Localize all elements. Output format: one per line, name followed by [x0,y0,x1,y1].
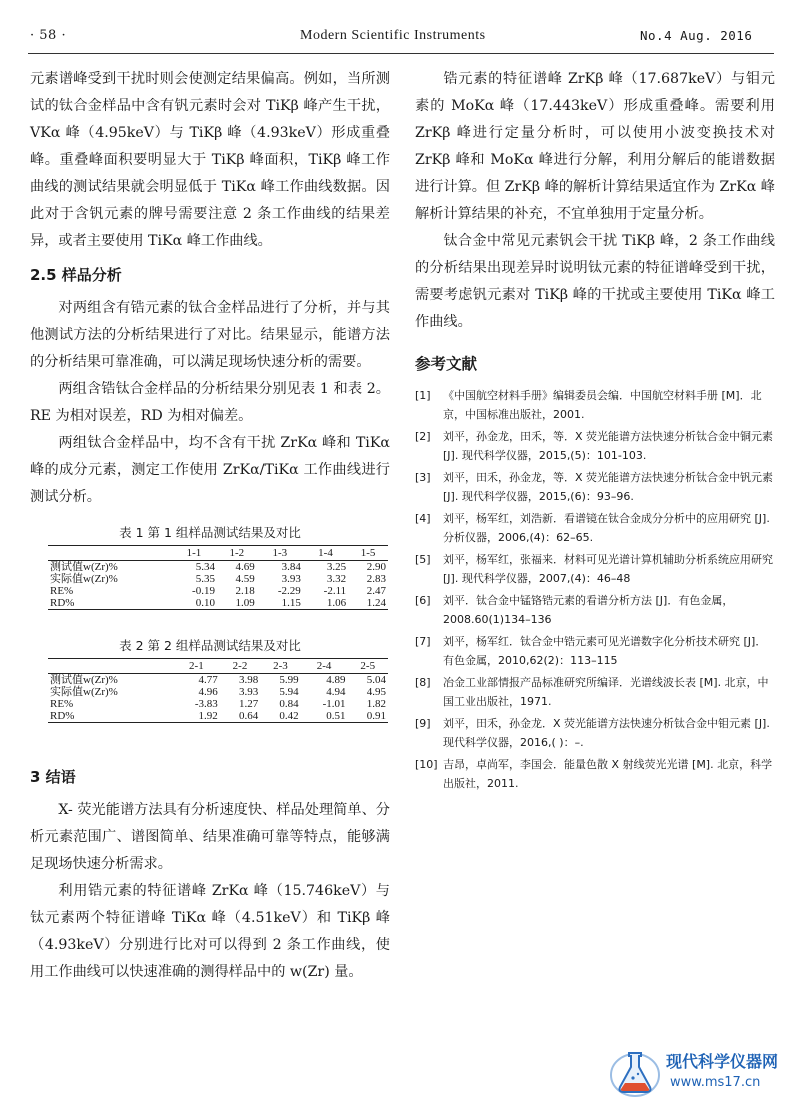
table-cell: -2.29 [277,585,301,597]
table-cell: 5.34 [195,561,215,573]
watermark-title: 现代科学仪器网 [666,1052,779,1071]
header-rule [28,53,774,54]
table-row [48,585,388,597]
section-heading: 3 结语 [30,768,76,786]
reference-item [415,550,775,588]
reference-text: 刘平．钛合金中锰铬锆元素的看谱分析方法 [J]．有色金属，2008.60(1)134–136 [443,594,734,626]
table-cell: 1.82 [366,698,386,710]
table-cell: 4.77 [198,674,218,686]
table-cell: 5.94 [279,686,299,698]
table-cell: 0.91 [366,710,386,722]
row-label: RE% [50,585,74,597]
table-cell: 3.93 [281,573,301,585]
reference-number: [9] [415,717,431,730]
table-header-cell: 1-5 [348,546,388,561]
table-cell: 5.99 [279,674,299,686]
reference-number: [6] [415,594,431,607]
paragraph: 对两组含有锆元素的钛合金样品进行了分析，并与其他测试方法的分析结果进行了对比。结果显示，能谱方法的分析结果可靠准确，可以满足现场快速分析的需要。 [30,300,390,370]
journal-name: Modern Scientific Instruments [300,28,486,43]
table-cell: -0.19 [192,585,215,597]
table-header-cell: 1-2 [217,546,257,561]
reference-text: 《中国航空材料手册》编辑委员会编．中国航空材料手册 [M]．北京，中国标准出版社，2001. [443,389,762,421]
table-caption: 表 1 第 1 组样品测试结果及对比 [119,525,301,540]
reference-text: 刘平，田禾，孙金龙．X 荧光能谱方法快速分析钛合金中钼元素 [J]. 现代科学仪器，2016,( )：–. [443,717,770,749]
row-label: 实际值w(Zr)% [50,573,118,585]
table-cell: 2.47 [366,585,386,597]
row-label: RD% [50,597,75,609]
table-cell: 0.84 [279,698,299,710]
watermark-url: www.ms17.cn [670,1075,761,1090]
reference-item [415,468,775,506]
table-cell: 3.93 [238,686,259,698]
reference-item [415,714,775,752]
paragraph: 利用锆元素的特征谱峰 ZrKα 峰（15.746keV）与钛元素两个特征谱峰 TiKα 峰（4.51keV）和 TiKβ 峰（4.93keV）分别进行比对可以得到 2 条工作曲线，使用工作曲线可以快速准确的测得样品中的 w(Zr) 量。 [30,883,390,980]
table-header-cell: 1-4 [303,546,348,561]
reference-text: 刘平，孙金龙，田禾，等．X 荧光能谱方法快速分析钛合金中铜元素 [J]. 现代科学仪器，2015,(5)：101-103. [443,430,774,462]
table-cell: 4.95 [366,686,386,698]
table-cell: 5.04 [366,674,386,686]
table-cell: 1.24 [366,597,386,609]
reference-number: [7] [415,635,431,648]
reference-item [415,591,775,629]
table-cell: 3.32 [326,573,347,585]
table-cell: 2.83 [366,573,386,585]
site-watermark [608,1043,778,1103]
table-cell: 4.69 [235,561,255,573]
table-header-cell [48,546,171,561]
left-column [30,66,390,986]
paragraph: 钛合金中常见元素钒会干扰 TiKβ 峰，2 条工作曲线的分析结果出现差异时说明钛元素的特征谱峰受到干扰，需要考虑钒元素对 TiKβ 峰的干扰或主要使用 TiKα 峰工作曲线。 [415,233,775,330]
table-cell: 1.92 [198,710,218,722]
table-header-cell: 2-5 [347,659,388,674]
table-header-cell: 2-3 [260,659,300,674]
table-header-row [48,659,388,674]
table-cell: 4.94 [326,686,346,698]
table-row [48,686,388,698]
table-cell: 0.10 [195,597,215,609]
table-cell: 4.96 [198,686,218,698]
issue-info: No.4 Aug. 2016 [640,28,753,43]
table-cell: 2.90 [366,561,386,573]
table-cell: 5.35 [195,573,215,585]
reference-text: 刘平，杨军红，刘浩新．看谱镜在钛合金成分分析中的应用研究 [J]. 分析仪器，2006,(4)：62–65. [443,512,770,544]
table-cell: 3.98 [238,674,259,686]
table-cell: 3.25 [326,561,347,573]
row-label: 实际值w(Zr)% [50,686,118,698]
row-label: 测试值w(Zr)% [50,674,118,686]
table-cell: 0.51 [326,710,346,722]
table-cell: -2.11 [323,585,347,597]
table-header-row [48,546,388,561]
reference-item [415,427,775,465]
table-row [48,561,388,574]
reference-text: 刘平，田禾，孙金龙，等．X 荧光能谱方法快速分析钛合金中钒元素 [J]. 现代科学仪器，2015,(6)：93–96. [443,471,774,503]
table-cell: -1.01 [322,698,346,710]
row-label: RD% [50,710,75,722]
table-row [48,710,388,723]
results-table-1 [48,545,388,610]
reference-item [415,632,775,670]
right-column [415,66,775,796]
table-cell: 0.64 [238,710,259,722]
table-cell: 0.42 [279,710,299,722]
table-header-cell: 2-4 [301,659,348,674]
reference-item [415,755,775,793]
table-header-cell: 2-2 [220,659,260,674]
reference-text: 刘平，杨军红，张福来．材料可见光谱计算机辅助分析系统应用研究 [J]. 现代科学仪器，2007,(4)：46–48 [443,553,773,585]
table-row [48,597,388,610]
reference-number: [1] [415,389,431,402]
paragraph: 锆元素的特征谱峰 ZrKβ 峰（17.687keV）与钼元素的 MoKα 峰（17.443keV）形成重叠峰。需要利用 ZrKβ 峰进行定量分析时，可以使用小波变换技术对 ZrKβ 峰和 MoKα 峰进行分解，利用分解后的能谱数据进行计算。但 ZrKβ 峰的解析计算结果适宜作为 ZrKα 峰解析计算结果的补充，不宜单独用于定量分析。 [415,71,775,222]
table-caption: 表 2 第 2 组样品测试结果及对比 [119,638,301,653]
table-cell: 3.84 [281,561,301,573]
paragraph: X- 荧光能谱方法具有分析速度快、样品处理简单、分析元素范围广、谱图简单、结果准确可靠等特点，能够满足现场快速分析需求。 [30,802,390,872]
references [415,350,775,793]
table-row [48,674,388,687]
table-header-cell [48,659,173,674]
table-cell: 2.18 [235,585,255,597]
table-cell: 1.27 [238,698,259,710]
paragraph: 两组含锆钛合金样品的分析结果分别见表 1 和表 2。RE 为相对误差，RD 为相对偏差。 [30,381,390,424]
paragraph: 元素谱峰受到干扰时则会使测定结果偏高。例如，当所测试的钛合金样品中含有钒元素时会对 TiKβ 峰产生干扰，VKα 峰（4.95keV）与 TiKβ 峰（4.93keV）形成重叠峰。重叠峰面积要明显大于 TiKβ 峰面积，TiKβ 峰工作曲线的测试结果就会明显低于 TiKα 峰工作曲线数据。因此对于含钒元素的牌号需要注意 2 条工作曲线的结果差异，或者主要使用 TiKα 峰工作曲线。 [30,71,390,249]
reference-text: 冶金工业部情报产品标准研究所编译．光谱线波长表 [M]. 北京，中国工业出版社，1971. [443,676,769,708]
reference-number: [4] [415,512,431,525]
page-number: · 58 · [30,28,67,43]
table-header-cell: 1-3 [257,546,303,561]
reference-number: [2] [415,430,431,443]
table-cell: 1.15 [281,597,301,609]
table-row [48,698,388,710]
reference-number: [10] [415,758,438,771]
table-cell: 4.89 [326,674,346,686]
reference-number: [5] [415,553,431,566]
table-header-cell: 1-1 [171,546,217,561]
reference-text: 吉昂，卓尚军，李国会．能量色散 X 射线荧光光谱 [M]. 北京，科学出版社，2011. [443,758,773,790]
references-heading: 参考文献 [415,355,478,373]
row-label: 测试值w(Zr)% [50,561,118,573]
section-heading: 2.5 样品分析 [30,266,122,284]
table-row [48,573,388,585]
table-header-cell: 2-1 [173,659,220,674]
reference-text: 刘平，杨军红．钛合金中锆元素可见光谱数字化分析技术研究 [J]．有色金属，2010,62(2)：113–115 [443,635,767,667]
reference-item [415,509,775,547]
paragraph: 两组钛合金样品中，均不含有干扰 ZrKα 峰和 TiKα 峰的成分元素，测定工作使用 ZrKα/TiKα 工作曲线进行测试分析。 [30,435,390,505]
table-cell: 4.59 [235,573,255,585]
reference-item [415,386,775,424]
table-cell: 1.09 [235,597,255,609]
reference-item [415,673,775,711]
flask-logo-icon [608,1045,662,1099]
row-label: RE% [50,698,74,710]
reference-number: [8] [415,676,431,689]
table-cell: 1.06 [326,597,347,609]
results-table-2 [48,658,388,723]
table-cell: -3.83 [194,698,218,710]
reference-number: [3] [415,471,431,484]
